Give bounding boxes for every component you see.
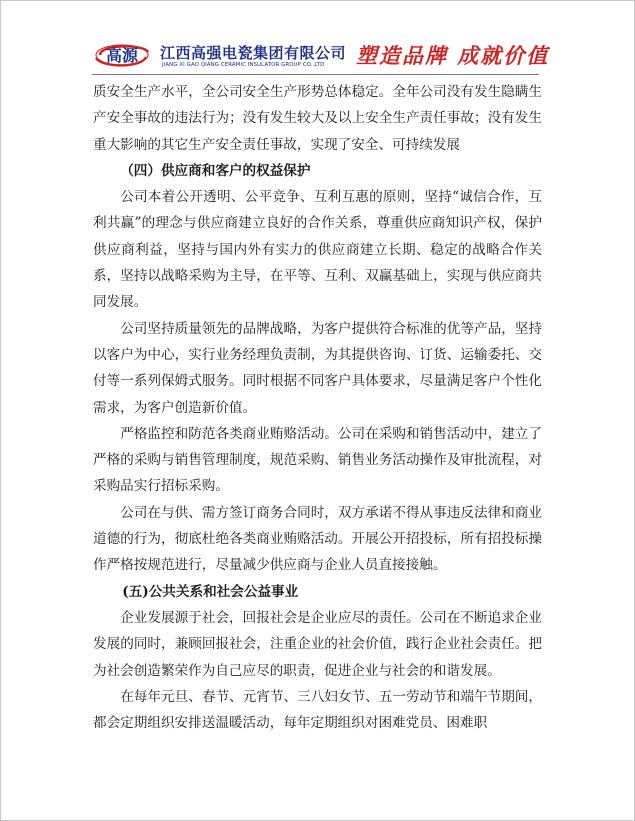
paragraph-holiday-activities: 在每年元旦、春节、元宵节、三八妇女节、五一劳动节和端午节期间，都会定期组织安排送温暖活动，每年定期组织对困难党员、困难职 — [93, 688, 542, 732]
paragraph-anti-bribery: 严格监控和防范各类商业贿赂活动。公司在采购和销售活动中，建立了严格的采购与销售管理制度，规范采购、销售业务活动操作及审批流程，对采购品实行招标采购。 — [93, 425, 542, 495]
paragraph-customer-service: 公司坚持质量领先的品牌战略，为客户提供符合标准的优等产品，坚持以客户为中心，实行业务经理负责制，为其提供咨询、订货、运输委托、交付等一系列保姆式服务。同时根据不同客户具体要求，尽量满足客户个性化需求，为客户创造新价值。 — [93, 320, 542, 416]
company-name-cn: 江西高强电瓷集团有限公司 — [160, 44, 347, 62]
page-header — [0, 0, 635, 78]
slogan: 塑造品牌 成就价值 — [356, 43, 550, 68]
paragraph-contract-commitment: 公司在与供、需方签订商务合同时，双方承诺不得从事违反法律和商业道德的行为，彻底杜绝各类商业贿赂活动。开展公开招投标，所有招投标操作严格按规范进行，尽量减少供应商与企业人员直接接触。 — [93, 504, 542, 574]
company-name-en: JIANG XI GAO QIANG CERAMIC INSULATOR GROUP CO.,LTD — [162, 62, 325, 68]
paragraph-social-responsibility: 企业发展源于社会，回报社会是企业应尽的责任。公司在不断追求企业发展的同时，兼顾回报社会，注重企业的社会价值，践行企业社会责任。把为社会创造繁荣作为自己应尽的职责，促进企业与社会的和谐发展。 — [93, 609, 542, 679]
document-body — [93, 79, 542, 736]
section-heading-supplier-customer: （四）供应商和客户的权益保护 — [120, 162, 311, 179]
paragraph-safety-continued: 质安全生产水平，全公司安全生产形势总体稳定。全年公司没有发生隐瞒生产安全事故的违法行为；没有发生较大及以上安全生产责任事故；没有发生重大影响的其它生产安全责任事故，实现了安全、可持续发展 — [93, 84, 542, 153]
logo-text: 高源 — [105, 46, 139, 65]
paragraph-supplier-cooperation: 公司本着公开透明、公平竞争、互利互惠的原则，坚持“诚信合作，互利共赢”的理念与供应商建立良好的合作关系，尊重供应商知识产权，保护供应商利益，坚持与国内外有实力的供应商建立长期、稳定的战略合作关系，坚持以战略采购为主导，在平等、互利、双赢基础上，实现与供应商共同发展。 — [93, 189, 542, 311]
header-divider — [92, 74, 539, 75]
section-heading-public-relations: (五)公共关系和社会公益事业 — [122, 583, 299, 600]
company-logo — [92, 40, 152, 70]
